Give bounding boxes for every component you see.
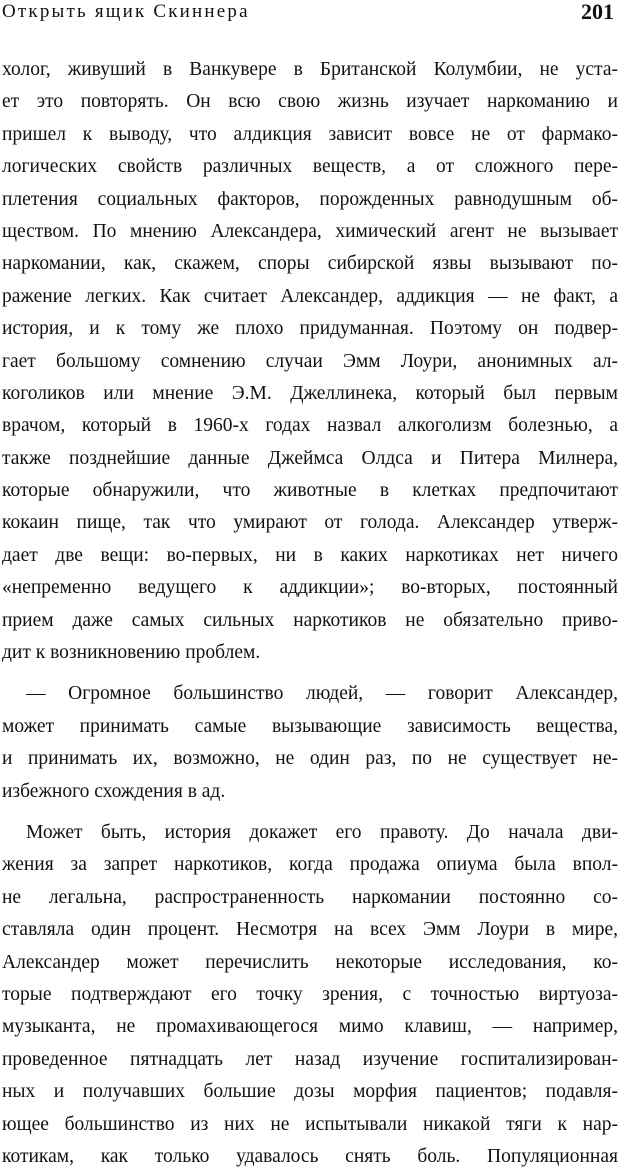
text-line: гает большому сомнению случаи Эмм Лоури, анонимных ал- [2, 350, 618, 372]
paragraph-1 [2, 54, 618, 669]
text-line: ставляла один процент. Несмотря на всех Эмм Лоури в мире, [2, 919, 618, 941]
text-line: музыканта, не промахивающегося мимо клавиш, — например, [2, 1016, 618, 1038]
text-line: коголиков или мнение Э.М. Джеллинека, который был первым [2, 382, 618, 404]
body-text [2, 54, 618, 1173]
text-line: пришел к выводу, что алдикция зависит вовсе не от фармако- [2, 123, 618, 145]
text-line: дит к возникновению проблем. [2, 642, 261, 664]
paragraph-gap [2, 808, 618, 817]
text-line: может принимать самые вызывающие зависимость вещества, [2, 715, 618, 737]
text-line: логических свойств различных веществ, а от сложного пере- [2, 156, 618, 178]
text-line: Может быть, история докажет его правоту. До начала дви- [26, 821, 618, 843]
text-line: — Огромное большинство людей, — говорит Александер, [26, 683, 618, 705]
text-line: и принимать их, возможно, не один раз, по не существует не- [2, 748, 618, 770]
text-line: Александер может перечислить некоторые исследования, ко- [2, 951, 618, 973]
text-line: ет это повторять. Он всю свою жизнь изучает наркоманию и [2, 91, 618, 113]
paragraph-3 [2, 817, 618, 1173]
text-line: «непременно ведущего к аддикции»; во-вторых, постоянный [2, 577, 618, 599]
running-head [0, 0, 620, 30]
text-line: врачом, который в 1960-х годах назвал алкоголизм болезнью, а [2, 415, 618, 437]
text-line: прием даже самых сильных наркотиков не обязательно приво- [2, 609, 618, 631]
page-number: 201 [581, 0, 614, 24]
text-line: плетения социальных факторов, порожденных равнодушным об- [2, 188, 618, 210]
text-line: торые подтверждают его точку зрения, с точностью виртуоза- [2, 983, 618, 1005]
paragraph-gap [2, 669, 618, 678]
text-line: наркомании, как, скажем, споры сибирской язвы вызывают по- [2, 253, 618, 275]
text-line: холог, живуший в Ванкувере в Британской Колумбии, не уста- [2, 59, 618, 80]
text-line: дает две вещи: во-первых, ни в каких наркотиках нет ничего [2, 544, 618, 566]
text-line: проведенное пятнадцать лет назад изучение госпитализирован- [2, 1048, 618, 1070]
text-line: кокаин пище, так что умирают от голода. Александер утверж- [2, 512, 618, 534]
running-title: Открыть ящик Скиннера [2, 1, 250, 22]
text-line: ражение легких. Как считает Александер, аддикция — не факт, а [2, 285, 618, 307]
text-line: не легальна, распространенность наркомании постоянно со- [2, 886, 618, 908]
text-line: история, и к тому же плохо придуманная. Поэтому он подвер- [2, 318, 618, 340]
paragraph-2 [2, 678, 618, 808]
text-line: котикам, как только удавалось снять боль. Популяционная [2, 1145, 618, 1167]
text-line: ных и получавших большие дозы морфия пациентов; подавля- [2, 1081, 618, 1103]
text-line: которые обнаружили, что животные в клетках предпочитают [2, 480, 618, 502]
text-line: жения за запрет наркотиков, когда продажа опиума была впол- [2, 854, 618, 876]
text-line: избежного схождения в ад. [2, 780, 226, 802]
text-line: ющее большинство из них не испытывали никакой тяги к нар- [2, 1113, 618, 1135]
text-line: также позднейшие данные Джеймса Олдса и Питера Милнера, [2, 447, 618, 469]
text-line: ществом. По мнению Александера, химический агент не вызывает [2, 220, 618, 242]
